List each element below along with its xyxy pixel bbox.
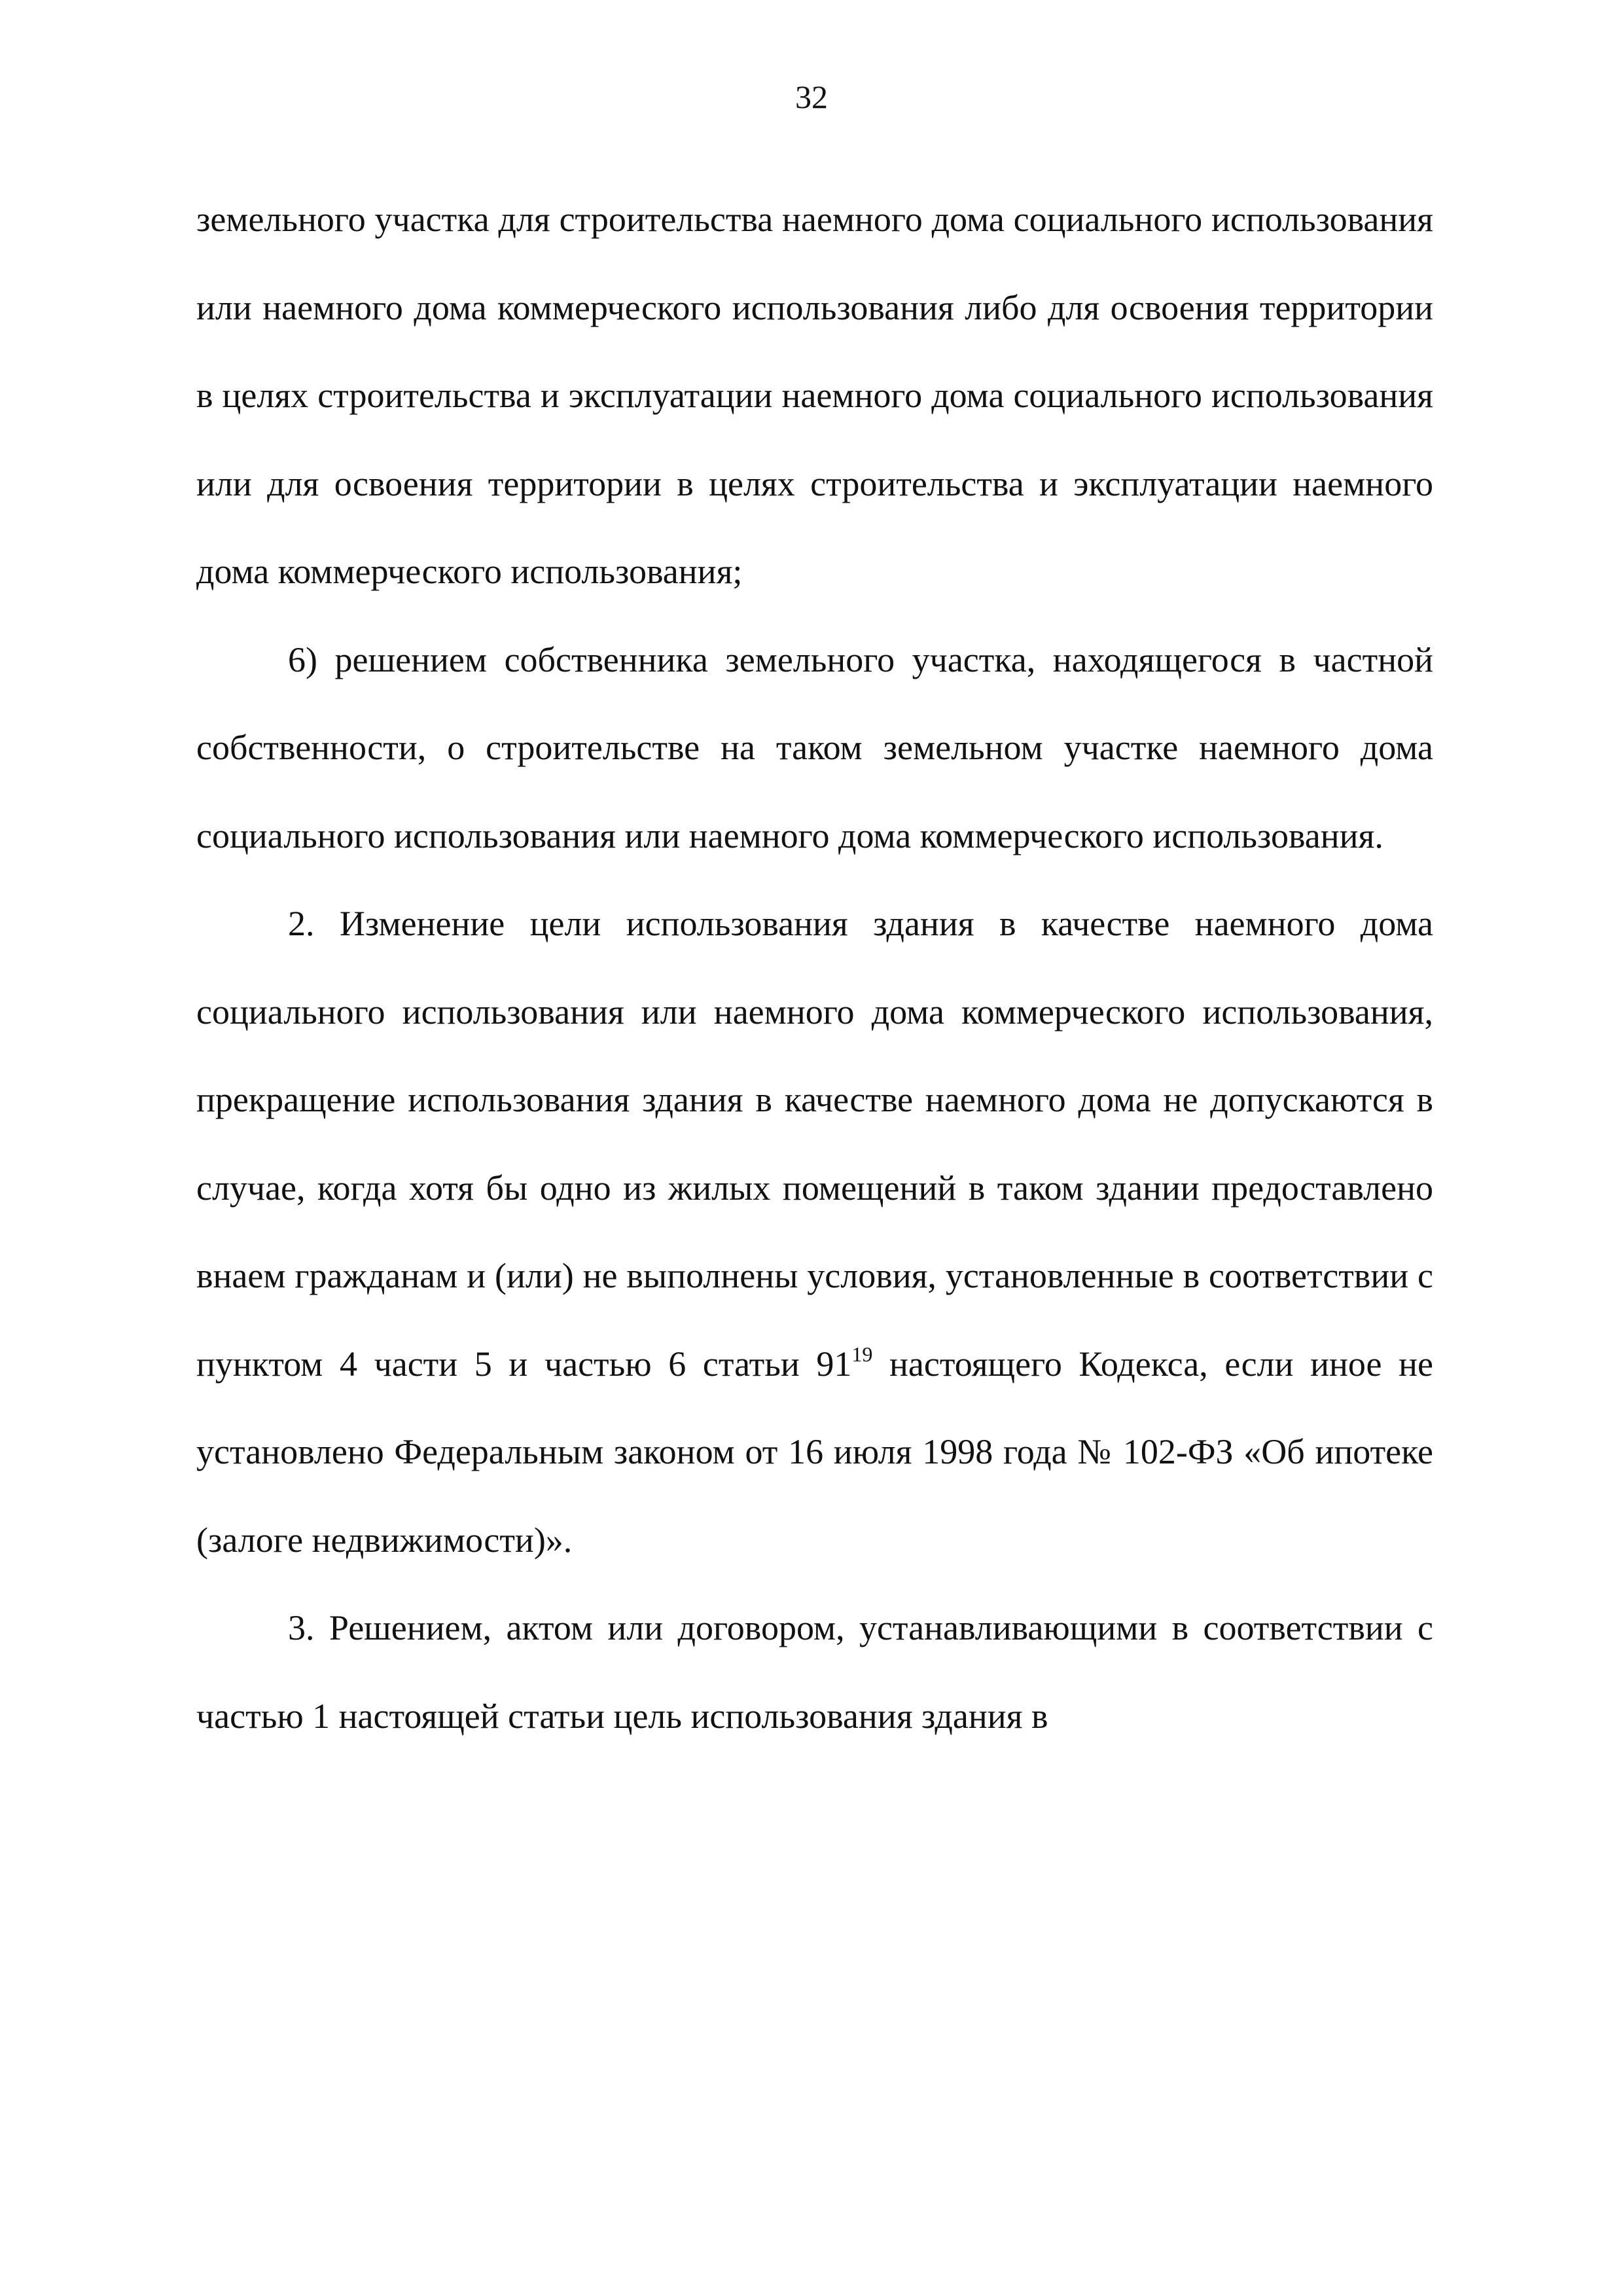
article-superscript: 19 [851,1342,873,1366]
paragraph-item-6: 6) решением собственника земельного участка, находящегося в частной собственности, о строительстве на таком земельном участке наемного дома социального использования или наемного дома коммерческого использования. [196,639,1433,855]
paragraph-part-2-text-before: 2. Изменение цели использования здания в качестве наемного дома социального использования или наемного дома коммерческого использования, прекращение использования здания в качестве наемного дома не допускаются в случае, когда хотя бы одно из жилых помещений в таком здании предоставлено внаем гражданам и (или) не выполнены условия, установленные в соответствии с пунктом 4 части 5 и частью 6 статьи 91 [196,904,1433,1384]
paragraph-part-3: 3. Решением, актом или договором, устанавливающими в соответствии с частью 1 настоящей статьи цель использования здания в [196,1608,1433,1736]
document-body [196,175,1433,1760]
page-number: 32 [795,79,828,115]
paragraph-continuation: земельного участка для строительства наемного дома социального использования или наемного дома коммерческого использования либо для освоения территории в целях строительства и эксплуатации наемного дома социального использования или для освоения территории в целях строительства и эксплуатации наемного дома коммерческого использования; [196,200,1433,591]
paragraph-part-2 [196,880,1433,1584]
paragraph-part-2-text-after: настоящего Кодекса, если иное не установлено Федеральным законом от 16 июля 1998 года № 102-ФЗ «Об ипотеке (залоге недвижимости)». [196,1344,1434,1560]
